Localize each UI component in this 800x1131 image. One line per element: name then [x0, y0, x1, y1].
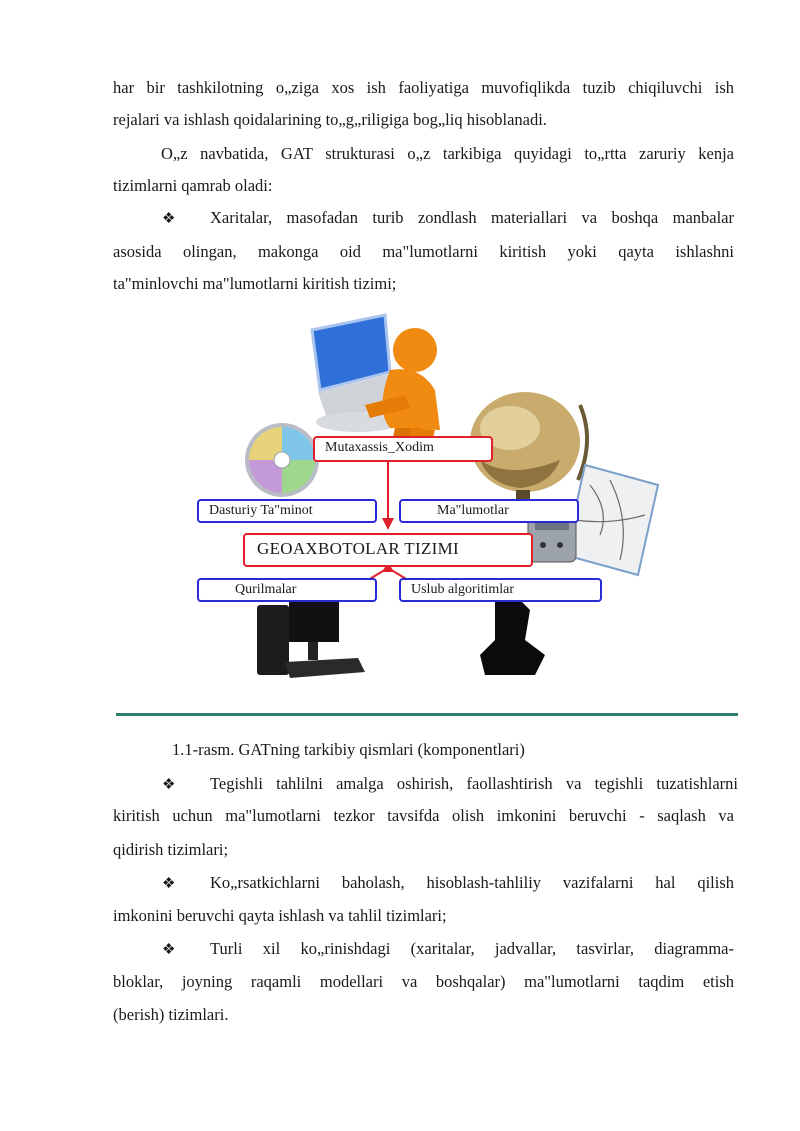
worker-at-computer-icon: [312, 315, 440, 450]
bullet-4-line-2: bloklar, joyning raqamli modellari va boshqalar) ma"lumotlarni taqdim etish: [113, 972, 734, 991]
bullet-2-line-3: qidirish tizimlari;: [113, 840, 229, 859]
bullet-4-line-3: (berish) tizimlari.: [113, 1005, 229, 1024]
hardware-box: Qurilmalar: [197, 578, 377, 602]
bullet-4-line-1: Turli xil ko„rinishdagi (xaritalar, jadvallar, tasvirlar, diagramma-: [210, 939, 734, 958]
paragraph-1-line-2: rejalari va ishlash qoidalarining to„g„riligiga bog„liq hisoblanadi.: [113, 110, 547, 129]
bullet-1-line-3: ta"minlovchi ma"lumotlarni kiritish tizimi;: [113, 274, 397, 293]
bullet-1-line-2: asosida olingan, makonga oid ma"lumotlarni kiritish yoki qayta ishlashni: [113, 242, 734, 261]
bullet-icon: ❖: [162, 942, 176, 958]
figure-separator: [116, 713, 738, 716]
desktop-computer-icon: [257, 602, 365, 678]
cd-disc-icon: [245, 423, 319, 497]
paragraph-1-line-1: har bir tashkilotning o„ziga xos ish faoliyatiga muvofiqlikda tuzib chiqiluvchi ish: [113, 78, 734, 97]
bullet-2-line-1: Tegishli tahlilni amalga oshirish, faollashtirish va tegishli tuzatishlarni: [210, 774, 738, 793]
figure-caption: 1.1-rasm. GATning tarkibiy qismlari (komponentlari): [172, 740, 525, 759]
specialist-box: Mutaxassis_Xodim: [313, 436, 493, 462]
gis-components-figure: [190, 310, 670, 700]
bullet-icon: ❖: [162, 777, 176, 793]
gis-system-box: GEOAXBOTOLAR TIZIMI: [243, 533, 533, 567]
bullet-3-line-1: Ko„rsatkichlarni baholash, hisoblash-tahliliy vazifalarni hal qilish: [210, 873, 734, 892]
data-box: Ma"lumotlar: [399, 499, 579, 523]
bullet-2-line-2: kiritish uchun ma"lumotlarni tezkor tavsifda olish imkonini beruvchi - saqlash va: [113, 806, 734, 825]
bullet-3-line-2: imkonini beruvchi qayta ishlash va tahlil tizimlari;: [113, 906, 447, 925]
paragraph-2-line-2: tizimlarni qamrab oladi:: [113, 176, 273, 195]
bullet-icon: ❖: [162, 876, 176, 892]
map-icon: [565, 465, 658, 575]
methods-box: Uslub algoritimlar: [399, 578, 602, 602]
paragraph-2-line-1: O„z navbatida, GAT strukturasi o„z tarkibiga quyidagi to„rtta zaruriy kenja: [161, 144, 734, 163]
bullet-icon: ❖: [162, 211, 176, 227]
software-box: Dasturiy Ta"minot: [197, 499, 377, 523]
bullet-1-line-1: Xaritalar, masofadan turib zondlash materiallari va boshqa manbalar: [210, 208, 734, 227]
